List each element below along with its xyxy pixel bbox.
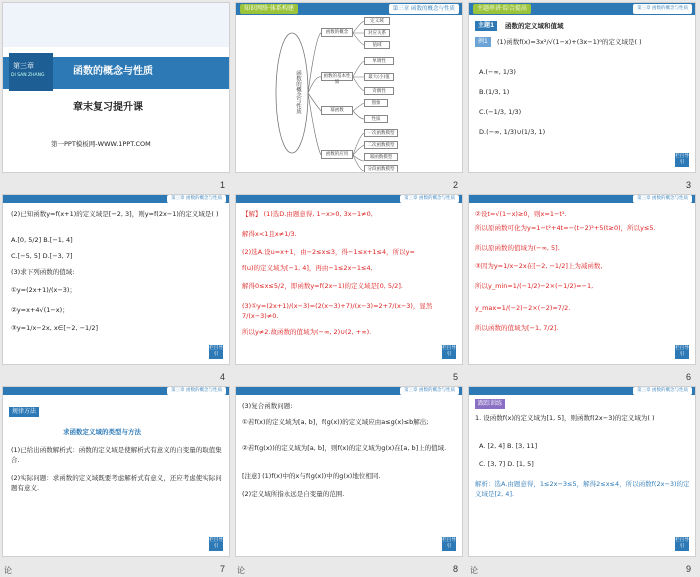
section-tab: 知识网络·体系构建 — [240, 4, 298, 14]
center-node: 函数的概念与性质 — [295, 70, 301, 114]
slide-number: 3 — [685, 180, 691, 190]
line: ②设t=√(1−x)≥0，则x=1−t². — [475, 210, 567, 218]
line: y_max=1/(−2)−2×(−2)=7/2. — [475, 304, 571, 312]
slide-thumb-5[interactable] — [233, 192, 466, 384]
example-tag: 例1 — [475, 37, 491, 47]
slide-thumb-2[interactable] — [233, 0, 466, 192]
slide-thumb-7[interactable] — [0, 384, 233, 576]
line: C. [3, 7] D. [1, 5] — [479, 460, 534, 468]
line: (1)已给出函数解析式：函数的定义域是使解析式有意义的自变量的取值集合. — [11, 446, 222, 464]
option-c: C.(−1/3, 1/3) — [479, 108, 522, 116]
leaf: 最大(小)值 — [364, 73, 394, 81]
line: ①y=(2x+1)/(x−3)； — [11, 286, 76, 294]
slide-number: 9 — [685, 564, 691, 574]
leaf: 图象 — [364, 99, 388, 107]
back-nav-button[interactable]: 栏目导引 — [675, 346, 689, 357]
bottom-label: 论 — [4, 566, 12, 575]
line: 【解】 (1)选D.由题意得, 1−x>0, 3x−1≠0, — [242, 210, 373, 218]
branch-application: 函数的应用 — [321, 150, 353, 159]
option-a: A.(−∞, 1/3) — [479, 68, 516, 76]
option-d: D.(−∞, 1/3)∪(1/3, 1) — [479, 128, 546, 136]
chapter-tab: 第三章 函数的概念与性质 — [633, 387, 692, 395]
bottom-label: 论 — [470, 566, 478, 575]
chapter-tab: 第三章 函数的概念与性质 — [167, 195, 226, 203]
slide-title: 函数的概念与性质 — [73, 66, 153, 77]
line: 所以原函数可化为y=1−t²+4t=−(t−2)²+5(t≥0)，所以y≤5. — [475, 224, 656, 232]
leaf: 单调性 — [364, 57, 394, 65]
slide-thumb-4[interactable] — [0, 192, 233, 384]
leaf: 幂函数模型 — [364, 153, 398, 161]
line: f(u)的定义域为[−1, 4]，再由−1≤2x−1≤4, — [242, 264, 373, 272]
slide-thumb-8[interactable] — [233, 384, 466, 576]
slide-number: 5 — [452, 372, 458, 382]
leaf: 二次函数模型 — [364, 141, 398, 149]
chapter-tab: 第三章 函数的概念与性质 — [400, 195, 459, 203]
line: ①若f(x)的定义域为[a, b]，f(g(x))的定义域应由a≤g(x)≤b解出; — [242, 418, 429, 426]
question-text: (1)函数f(x)=3x²/√(1−x)+(3x−1)⁰的定义域是( ) — [497, 38, 642, 46]
slide-number: 2 — [452, 180, 458, 190]
section-tab: 主题串讲·综合提高 — [473, 4, 531, 14]
slide-thumb-6[interactable] — [466, 192, 699, 384]
line: A.[0, 5/2] B.[−1, 4] — [11, 236, 73, 244]
bottom-label: 论 — [237, 566, 245, 575]
site-label: 第一PPT模板网-WWW.1PPT.COM — [51, 140, 151, 148]
back-nav-button[interactable]: 栏目导引 — [675, 538, 689, 549]
leaf: 性质 — [364, 115, 388, 123]
line: 解得0≤x≤5/2，即函数y=f(2x−1)的定义域是[0, 5/2]. — [242, 282, 403, 290]
slide-number: 8 — [452, 564, 458, 574]
line: 1. 设函数f(x)的定义域为[1, 5]，则函数f(2x−3)的定义域为( ) — [475, 414, 655, 422]
slide-number: 7 — [219, 564, 225, 574]
method-heading: 求函数定义域的类型与方法 — [63, 428, 141, 436]
chapter-tab: 第三章 函数的概念与性质 — [633, 4, 692, 14]
leaf: 值域 — [364, 41, 390, 49]
line: (3)①y=(2x+1)/(x−3)=(2(x−3)+7)/(x−3)=2+7/(x−3)，显然7/(x−3)≠0. — [242, 302, 433, 320]
chapter-tab: 第三章 函数的概念与性质 — [167, 387, 226, 395]
branch-properties: 函数的基本性质 — [321, 72, 353, 81]
leaf: 对应关系 — [364, 29, 390, 37]
line: 所以y_min=1/(−1/2)−2×(−1/2)=−1, — [475, 282, 594, 290]
line: 所以原函数的值域为(−∞, 5]. — [475, 244, 560, 252]
leaf: 分段函数模型 — [364, 165, 398, 173]
line: C.[−5, 5] D.[−3, 7] — [11, 252, 73, 260]
option-b: B.(1/3, 1) — [479, 88, 510, 96]
method-tag: 规律方法 — [9, 407, 39, 417]
chapter-tab: 第三章 函数的概念与性质 — [400, 387, 459, 395]
line: (3)求下列函数的值域: — [11, 268, 75, 276]
line: (2)实际问题：求函数的定义域既要考虑解析式有意义，还应考虑使实际问题有意义. — [11, 474, 222, 492]
slide-thumb-1[interactable] — [0, 0, 233, 192]
slide-number: 1 — [219, 180, 225, 190]
line: ②若f(g(x))的定义域为[a, b]，则f(x)的定义域为g(x)在[a, b]上的值域. — [242, 444, 447, 452]
slide-thumb-3[interactable] — [466, 0, 699, 192]
chapter-tab: 第三章 函数的概念与性质 — [633, 195, 692, 203]
line: A. [2, 4] B. [3, 11] — [479, 442, 538, 450]
chapter-en: DI SAN ZHANG — [11, 73, 45, 78]
line: 所以函数的值域为[−1, 7/2]. — [475, 324, 559, 332]
slide-number: 6 — [685, 372, 691, 382]
back-nav-button[interactable]: 栏目导引 — [675, 154, 689, 165]
topic-title: 函数的定义域和值域 — [505, 22, 564, 30]
leaf: 奇偶性 — [364, 87, 394, 95]
slide-number: 4 — [219, 372, 225, 382]
line: 解得x<1且x≠1/3. — [242, 230, 297, 238]
line: (2)选A.设u=x+1，由−2≤x≤3，得−1≤x+1≤4，所以y= — [242, 248, 415, 256]
line: (2)已知函数y=f(x+1)的定义域是[−2, 3]，则y=f(2x−1)的定义域是( ) — [11, 210, 219, 218]
chapter-tab: 第三章 函数的概念与性质 — [389, 4, 459, 14]
line: (3)复合函数问题: — [242, 402, 293, 410]
back-nav-button[interactable]: 栏目导引 — [442, 346, 456, 357]
chapter-label: 第三章 — [13, 62, 34, 70]
leaf: 一次函数模型 — [364, 129, 398, 137]
branch-power: 幂函数 — [321, 106, 353, 115]
leaf: 定义域 — [364, 17, 390, 25]
practice-tag: 跟踪训练 — [475, 399, 505, 409]
back-nav-button[interactable]: 栏目导引 — [209, 538, 223, 549]
line: [注意] (1)f(x)中的x与f(g(x))中的g(x)地位相同. — [242, 472, 381, 480]
bottom-bar — [0, 565, 700, 577]
line: ③因为y=1/x−2x在[−2, −1/2]上为减函数, — [475, 262, 603, 270]
answer-text: 解析：选A.由题意得，1≤2x−3≤5，解得2≤x≤4，所以函数f(2x−3)的定义域是[2, 4]. — [475, 480, 690, 498]
back-nav-button[interactable]: 栏目导引 — [442, 538, 456, 549]
line: ③y=1/x−2x, x∈[−2, −1/2] — [11, 324, 99, 332]
line: (2)定义域所指永远是自变量的范围. — [242, 490, 345, 498]
branch-concept: 函数的概念 — [321, 28, 353, 37]
slide-subtitle: 章末复习提升课 — [73, 102, 143, 113]
line: 所以y≠2.故函数的值域为(−∞, 2)∪(2, +∞). — [242, 328, 372, 336]
slide-thumb-9[interactable] — [466, 384, 699, 576]
back-nav-button[interactable]: 栏目导引 — [209, 346, 223, 357]
topic-label: 主题1 — [475, 21, 497, 31]
line: ②y=x+4√(1−x)； — [11, 306, 69, 314]
